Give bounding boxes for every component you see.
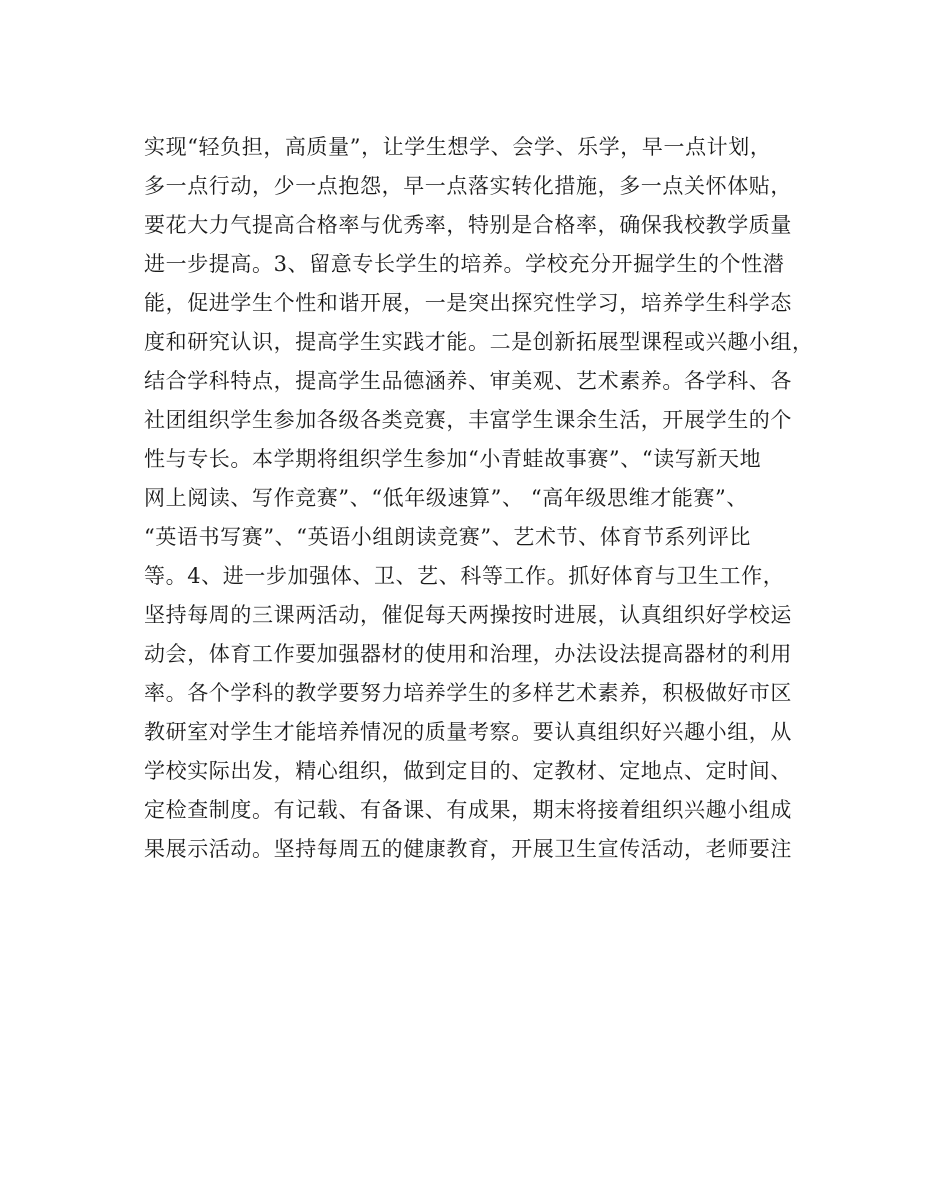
text-line: 定检查制度。有记载、有备课、有成果，期末将接着组织兴趣小组成 xyxy=(144,798,792,822)
text-line: 果展示活动。坚持每周五的健康教育，开展卫生宣传活动，老师要注 xyxy=(144,837,792,861)
text-line: 性与专长。本学期将组织学生参加“小青蛙故事赛”、“读写新天地 xyxy=(144,447,762,471)
body-text xyxy=(144,128,824,869)
text-line: 结合学科特点，提高学生品德涵养、审美观、艺术素养。各学科、各 xyxy=(144,369,792,393)
text-line: 要花大力气提高合格率与优秀率，特别是合格率，确保我校教学质量 xyxy=(144,213,792,237)
text-line: 等。4、进一步加强体、卫、艺、科等工作。抓好体育与卫生工作， xyxy=(144,564,785,588)
text-line: 度和研究认识，提高学生实践才能。二是创新拓展型课程或兴趣小组， xyxy=(144,330,814,354)
text-line: 坚持每周的三课两活动，催促每天两操按时进展，认真组织好学校运 xyxy=(144,603,792,627)
text-line: 社团组织学生参加各级各类竞赛，丰富学生课余生活，开展学生的个 xyxy=(144,408,792,432)
text-line: 能，促进学生个性和谐开展，一是突出探究性学习，培养学生科学态 xyxy=(144,291,792,315)
text-line: 动会，体育工作要加强器材的使用和治理，办法设法提高器材的利用 xyxy=(144,642,792,666)
text-line: 网上阅读、写作竞赛”、“低年级速算”、 “高年级思维才能赛”、 xyxy=(144,486,748,510)
text-line: 进一步提高。3、留意专长学生的培养。学校充分开掘学生的个性潜 xyxy=(144,252,785,276)
text-line: 率。各个学科的教学要努力培养学生的多样艺术素养，积极做好市区 xyxy=(144,681,792,705)
text-line: 教研室对学生才能培养情况的质量考察。要认真组织好兴趣小组，从 xyxy=(144,720,792,744)
text-line: 学校实际出发，精心组织，做到定目的、定教材、定地点、定时间、 xyxy=(144,759,792,783)
text-line: “英语书写赛”、“英语小组朗读竞赛”、艺术节、体育节系列评比 xyxy=(144,525,751,549)
text-line: 实现“轻负担，高质量”，让学生想学、会学、乐学，早一点计划， xyxy=(144,135,772,159)
text-line: 多一点行动，少一点抱怨，早一点落实转化措施，多一点关怀体贴， xyxy=(144,174,792,198)
